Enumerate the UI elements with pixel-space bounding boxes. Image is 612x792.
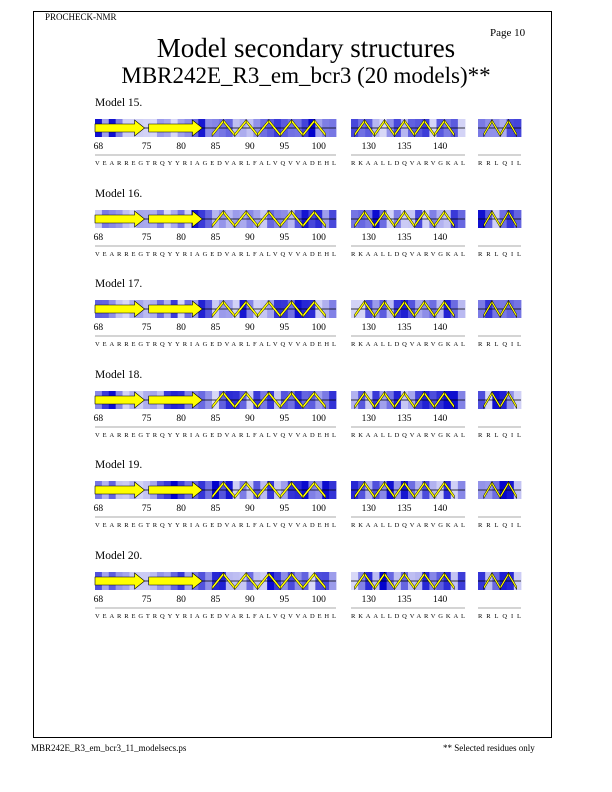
residue-number-label: 90 — [245, 504, 255, 514]
residue-number-label: 140 — [432, 504, 448, 514]
model-block — [0, 278, 612, 358]
residue-number-label: 90 — [245, 142, 255, 152]
residue-number-label: 135 — [397, 594, 412, 605]
residue-number-label: 85 — [210, 594, 221, 605]
residue-number-label: 90 — [245, 413, 255, 424]
residue-number-label: 135 — [397, 504, 412, 514]
residue-number-label: 68 — [93, 232, 104, 243]
residue-number-label: 100 — [311, 504, 326, 514]
model-block — [0, 369, 612, 449]
residue-number-label: 135 — [397, 142, 412, 152]
residue-number-label: 140 — [432, 142, 448, 152]
sequence-text: VEARREGTRQYYRIAGEDVARLFALVQVVADEHL — [95, 250, 336, 258]
program-name: PROCHECK-NMR — [45, 12, 117, 22]
model-block — [0, 188, 612, 268]
residue-number-label: 135 — [397, 232, 412, 243]
residue-number-label: 135 — [397, 413, 412, 424]
residue-number-label: 130 — [361, 232, 376, 243]
residue-number-label: 75 — [141, 594, 152, 605]
sequence-text: RRLQIL — [478, 612, 521, 620]
sequence-text: RKAALLDQVARVGKAL — [351, 250, 465, 258]
residue-number-label: 140 — [432, 232, 448, 243]
sequence-text: VEARREGTRQYYRIAGEDVARLFALVQVVADEHL — [95, 160, 336, 167]
sequence-text: RKAALLDQVARVGKAL — [351, 431, 465, 439]
residue-number-label: 80 — [176, 413, 186, 424]
residue-number-label: 85 — [210, 142, 221, 152]
sequence-text: RRLQIL — [478, 250, 521, 258]
residue-number-label: 80 — [176, 504, 186, 514]
residue-number-label: 100 — [311, 323, 326, 333]
residue-number-label: 75 — [141, 323, 152, 333]
residue-number-label: 130 — [361, 142, 376, 152]
sequence-text: VEARREGTRQYYRIAGEDVARLFALVQVVADEHL — [95, 522, 336, 529]
residue-number-label: 95 — [279, 413, 290, 424]
model-label: Model 19. — [95, 459, 143, 471]
secondary-structure-track — [0, 188, 612, 268]
residue-number-label: 68 — [93, 413, 104, 424]
sequence-text: RRLQIL — [478, 522, 521, 529]
sequence-text: RRLQIL — [478, 431, 521, 439]
residue-number-label: 95 — [279, 323, 290, 333]
residue-number-label: 80 — [176, 323, 186, 333]
residue-number-label: 75 — [141, 232, 152, 243]
secondary-structure-track — [0, 97, 612, 177]
residue-number-label: 100 — [311, 142, 326, 152]
residue-number-label: 75 — [141, 142, 152, 152]
residue-number-label: 95 — [279, 142, 290, 152]
residue-number-label: 68 — [93, 142, 104, 152]
residue-number-label: 90 — [245, 232, 255, 243]
secondary-structure-track — [0, 459, 612, 539]
residue-number-label: 100 — [311, 594, 326, 605]
residue-number-label: 90 — [245, 323, 255, 333]
residue-number-label: 80 — [176, 594, 186, 605]
residue-number-label: 95 — [279, 594, 290, 605]
residue-number-label: 68 — [93, 323, 104, 333]
residue-number-label: 68 — [93, 594, 104, 605]
residue-number-label: 85 — [210, 323, 221, 333]
page-subtitle: MBR242E_R3_em_bcr3 (20 models)** — [121, 63, 491, 88]
residue-number-label: 100 — [311, 413, 326, 424]
secondary-structure-track — [0, 369, 612, 449]
residue-number-label: 95 — [279, 504, 290, 514]
model-label: Model 17. — [95, 278, 143, 290]
secondary-structure-track — [0, 278, 612, 358]
page-title: Model secondary structures — [156, 33, 456, 63]
residue-number-label: 80 — [176, 232, 186, 243]
residue-number-label: 85 — [210, 413, 221, 424]
residue-number-label: 140 — [432, 594, 448, 605]
footer-note: ** Selected residues only — [443, 743, 535, 753]
model-block — [0, 97, 612, 177]
model-label: Model 18. — [95, 368, 143, 381]
residue-number-label: 95 — [279, 232, 290, 243]
residue-number-label: 75 — [141, 504, 152, 514]
sequence-text: RKAALLDQVARVGKAL — [351, 341, 465, 348]
sequence-text: RKAALLDQVARVGKAL — [351, 160, 465, 167]
residue-number-label: 130 — [361, 504, 376, 514]
residue-number-label: 130 — [361, 323, 376, 333]
residue-number-label: 130 — [361, 594, 376, 605]
model-block — [0, 550, 612, 630]
sequence-text: RRLQIL — [478, 341, 521, 348]
residue-number-label: 75 — [141, 413, 152, 424]
residue-number-label: 140 — [432, 413, 448, 424]
residue-number-label: 135 — [397, 323, 412, 333]
residue-number-label: 85 — [210, 232, 221, 243]
sequence-text: RKAALLDQVARVGKAL — [351, 612, 465, 620]
secondary-structure-track — [0, 550, 612, 630]
residue-number-label: 90 — [245, 594, 255, 605]
residue-number-label: 100 — [311, 232, 326, 243]
sequence-text: VEARREGTRQYYRIAGEDVARLFALVQVVADEHL — [95, 341, 336, 348]
page-number: Page 10 — [490, 27, 526, 39]
sequence-text: RKAALLDQVARVGKAL — [351, 522, 465, 529]
residue-number-label: 68 — [93, 504, 104, 514]
residue-number-label: 80 — [176, 142, 186, 152]
sequence-text: RRLQIL — [478, 160, 521, 167]
model-label: Model 15. — [95, 97, 143, 109]
model-block — [0, 459, 612, 539]
model-label: Model 16. — [95, 187, 143, 200]
model-label: Model 20. — [95, 549, 143, 562]
residue-number-label: 85 — [210, 504, 221, 514]
residue-number-label: 130 — [361, 413, 376, 424]
residue-number-label: 140 — [432, 323, 448, 333]
footer-filename: MBR242E_R3_em_bcr3_11_modelsecs.ps — [31, 743, 187, 753]
sequence-text: VEARREGTRQYYRIAGEDVARLFALVQVVADEHL — [95, 612, 336, 620]
sequence-text: VEARREGTRQYYRIAGEDVARLFALVQVVADEHL — [95, 431, 336, 439]
